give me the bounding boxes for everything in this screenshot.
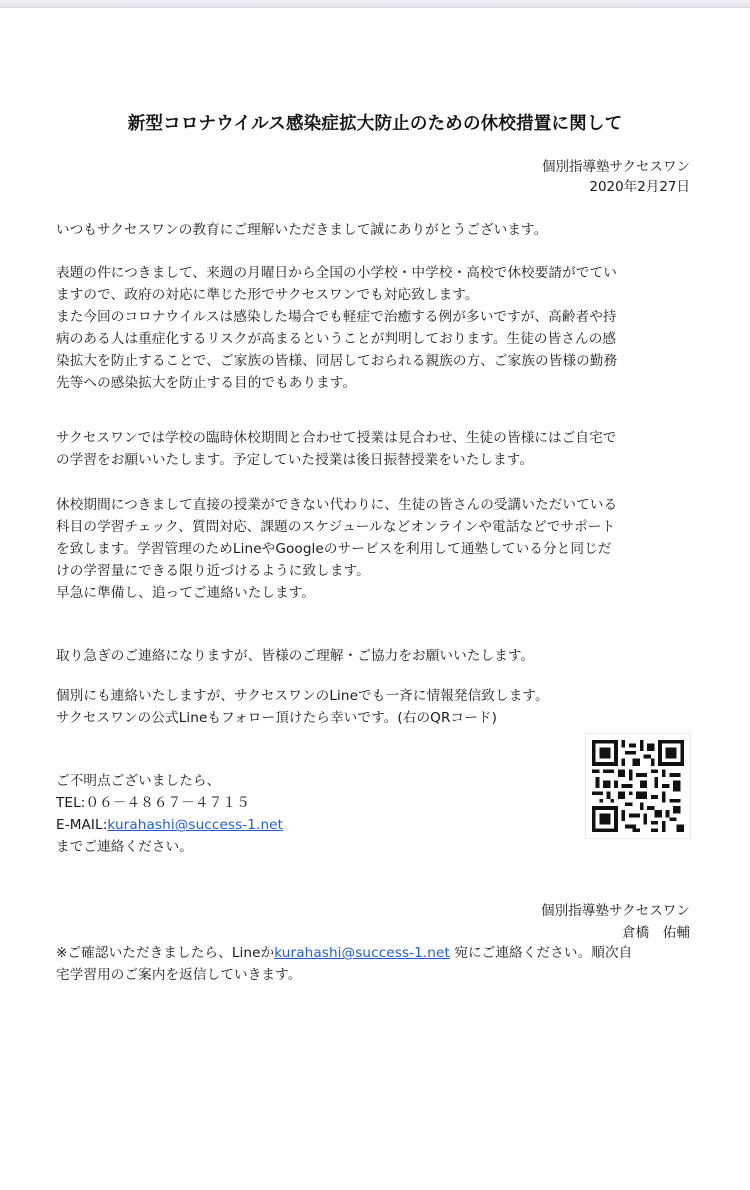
note — [56, 942, 696, 986]
tel-label: TEL: — [56, 795, 86, 811]
viewer-top-bar — [0, 0, 750, 8]
note-prefix: ※ご確認いただきましたら、Lineか — [56, 945, 275, 961]
contact-block — [56, 770, 696, 858]
signature-organization: 個別指導塾サクセスワン — [541, 903, 690, 919]
note-suffix: 宛にご連絡ください。順次自 — [449, 945, 633, 961]
header-date: 2020年2月27日 — [589, 179, 690, 195]
paragraph-line: 病のある人は重症化するリスクが高まるということが判明しております。生徒の皆さんの感 — [56, 331, 617, 347]
paragraph-line: 科目の学習チェック、質問対応、課題のスケジュールなどオンラインや電話などでサポート — [56, 519, 616, 535]
paragraph-line: ますので、政府の対応に準じた形でサクセスワンでも対応致します。 — [56, 287, 479, 303]
paragraph-line: サクセスワンでは学校の臨時休校期間と合わせて授業は見合わせ、生徒の皆様にはご自宅で — [56, 430, 617, 446]
paragraph-line: また今回のコロナウイルスは感染した場合でも軽症で治癒する例が多いですが、高齢者や持 — [56, 309, 617, 325]
signature-block — [541, 900, 690, 944]
note-line-2: 宅学習用のご案内を返信していきます。 — [56, 967, 302, 983]
paragraph-3 — [56, 494, 696, 604]
header-organization: 個別指導塾サクセスワン — [542, 159, 690, 175]
paragraph-line: 染拡大を防止することで、ご家族の皆様、同居しておられる親族の方、ご家族の皆様の勤務 — [56, 353, 618, 369]
paragraph-line: サクセスワンの公式Lineもフォロー頂けたら幸いです。(右のQRコード) — [56, 710, 497, 726]
paragraph-line: を致します。学習管理のためLineやGoogleのサービスを利用して通塾している分と同じだ — [56, 541, 612, 557]
paragraph-line: 先等への感染拡大を防止する目的でもあります。 — [56, 375, 357, 391]
greeting-text: いつもサクセスワンの教育にご理解いただきまして誠にありがとうございます。 — [56, 222, 548, 238]
email-label: E-MAIL: — [56, 817, 108, 833]
contact-intro: ご不明点ございましたら、 — [56, 773, 221, 789]
document-header — [542, 157, 690, 197]
contact-closing: までご連絡ください。 — [56, 839, 193, 855]
signature-name: 倉橋 佑輔 — [622, 925, 690, 941]
paragraph-line: けの学習量にできる限り近づけるように致します。 — [56, 563, 370, 579]
contact-email — [56, 814, 696, 836]
paragraph-line: 早急に準備し、追ってご連絡いたします。 — [56, 585, 316, 601]
paragraph-line: 取り急ぎのご連絡になりますが、皆様のご理解・ご協力をお願いいたします。 — [56, 648, 535, 664]
note-email-link[interactable]: kurahashi@success-1.net — [274, 945, 450, 961]
contact-tel — [56, 792, 696, 814]
document-title: 新型コロナウイルス感染症拡大防止のための休校措置に関して — [127, 114, 623, 134]
greeting — [56, 219, 696, 241]
paragraph-line: 個別にも連絡いたしますが、サクセスワンのLineでも一斉に情報発信致します。 — [56, 688, 549, 704]
paragraph-line: の学習をお願いいたします。予定していた授業は後日振替授業をいたします。 — [56, 452, 534, 468]
paragraph-2 — [56, 427, 696, 471]
paragraph-1 — [56, 262, 696, 394]
paragraph-line: 表題の件につきまして、来週の月曜日から全国の小学校・中学校・高校で休校要請がでてい — [56, 265, 617, 281]
email-link[interactable]: kurahashi@success-1.net — [107, 817, 284, 833]
note-line-1 — [56, 942, 696, 964]
paragraph-4 — [56, 645, 696, 667]
paragraph-5 — [56, 685, 696, 729]
tel-value: ０６－４８６７－４７１５ — [85, 795, 250, 811]
paragraph-line: 休校期間につきまして直接の授業ができない代わりに、生徒の皆さんの受講いただいている — [56, 497, 618, 513]
